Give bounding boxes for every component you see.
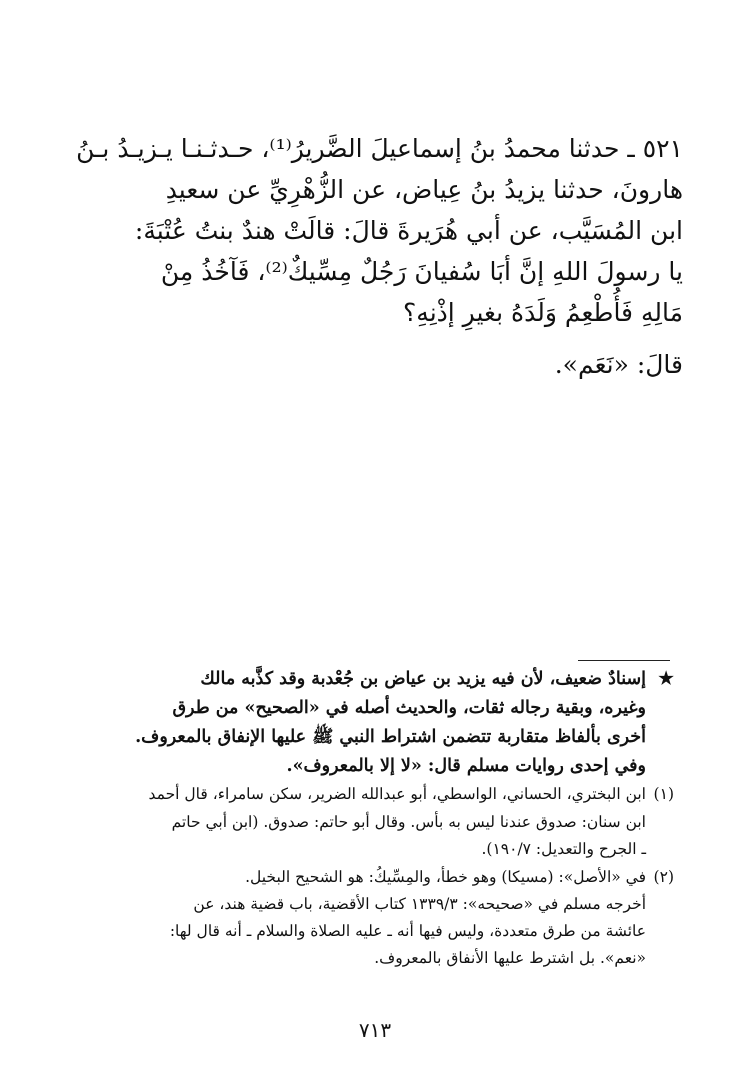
footnote-text: في «الأصل»: (مسيكا) وهو خطأ، والمِسِّيكُ: هو الشحيح البخيل. (245, 867, 646, 886)
footnote-star (110, 665, 674, 781)
footnote-2 (110, 864, 674, 972)
footnote-line: ـ الجرح والتعديل: ١٩٠/٧). (481, 840, 646, 858)
hadith-answer: قالَ: «نَعَم». (554, 350, 683, 379)
hadith-line: هارونَ، حدثنا يزيدُ بنُ عِياض، عن الزُّهْرِيِّ عن سعيدِ (165, 175, 683, 204)
hadith-line: يا رسولَ اللهِ إنَّ أبَا سُفيانَ رَجُلٌ مِسِّيكٌ⁽²⁾، فَآخُذُ مِنْ (160, 257, 683, 286)
page-number: ٧١٣ (358, 1018, 392, 1042)
footnote-line: «نعم». بل اشترط عليها الأنفاق بالمعروف. (374, 948, 646, 967)
hadith-text (76, 128, 683, 383)
footnote-line (110, 864, 674, 891)
footnote-text: ابن البختري، الحساني، الواسطي، أبو عبدالله الضرير، سكن سامراء، قال أحمد (148, 785, 646, 803)
footnote-number: (١) (653, 785, 674, 803)
footnotes (110, 665, 674, 972)
footnote-line: ابن سنان: صدوق عندنا ليس به بأس. وقال أبو حاتم: صدوق. (ابن أبي حاتم (171, 812, 646, 831)
footnote-line: أخرجه مسلم في «صحيحه»: ١٣٣٩/٣ كتاب الأقضية، باب قضية هند، عن (193, 894, 646, 913)
hadith-line: ابن المُسَيَّب، عن أبي هُرَيرةَ قالَ: قالَتْ هندٌ بنتُ عُتْبَةَ: (134, 216, 683, 245)
footnote-1 (110, 781, 674, 864)
footnote-line: وفي إحدى روايات مسلم قال: «لا إلا بالمعروف». (286, 756, 646, 776)
hadith-line: ٥٢١ ـ حدثنا محمدُ بنُ إسماعيلَ الضَّريرُ⁽¹⁾، حـدثـنـا يـزيـدُ بـنُ (76, 134, 683, 163)
footnote-line: عائشة من طرق متعددة، وليس فيها أنه ـ عليه الصلاة والسلام ـ أنه قال لها: (169, 921, 646, 940)
footnote-line (110, 665, 674, 694)
footnote-line: أخرى بألفاظ متقاربة تتضمن اشتراط النبي ﷺ عليها الإنفاق بالمعروف. (135, 727, 646, 747)
footnote-line (110, 781, 674, 809)
footnote-separator (578, 660, 670, 661)
footnote-text: إسنادٌ ضعيف، لأن فيه يزيد بن عياض بن جُعْدبة وقد كذَّبه مالك (200, 669, 646, 689)
footnote-line: وغيره، وبقية رجاله ثقات، والحديث أصله في «الصحيح» من طرق (172, 698, 646, 718)
hadith-line: مَالِهِ فَأُطْعِمُ وَلَدَهُ بغيرِ إذْنِهِ؟ (403, 298, 683, 327)
star-marker: ★ (658, 669, 674, 689)
footnote-number: (٢) (653, 867, 674, 886)
